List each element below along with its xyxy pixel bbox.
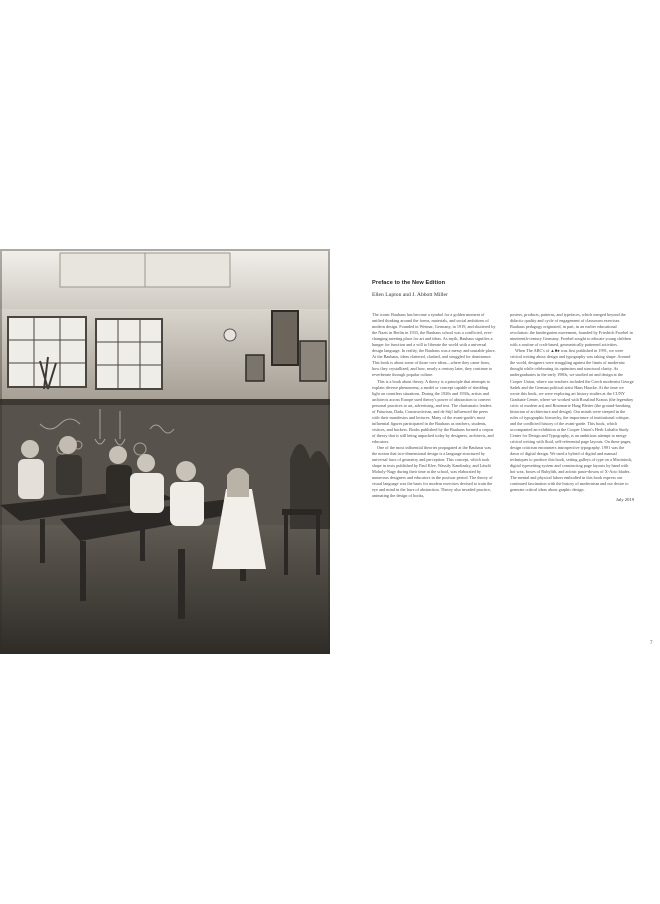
text-page: [372, 280, 634, 503]
text-column-right: [510, 312, 634, 503]
classroom-photograph: [0, 249, 330, 654]
page-number: 7: [650, 641, 653, 646]
paragraph: The iconic Bauhaus has become a symbol for a golden moment of unified thinking around the forms, materials, and social ambitions of modern design. Founded in Weimar, Germany, in 1919, and shuttered by the Nazis in Berlin in 1933, the Bauhaus school was a conflicted, ever-changing meeting place for art and ideas. As myth, Bauhaus signifies a hunger for function and a will to liberate the world with a universal design language. In reality, the Bauhaus was a messy and unstable place. At the Bauhaus, ideas clattered, clashed, and struggled for dominance. This book is about some of those core ideas—where they came from, how they crystallized, and how, nearly a century later, they continue to reverberate through popular culture.: [372, 312, 496, 378]
author-line: Ellen Lupton and J. Abbott Miller: [372, 292, 448, 298]
photo-illustration: [0, 249, 330, 654]
text-column-left: [372, 312, 496, 503]
date-line: July 2019: [616, 497, 634, 503]
page-heading: Preface to the New Edition: [372, 280, 446, 286]
paragraph: posters, products, patterns, and typefaces, which merged beyond the didactic quality and cycle of engagement of classroom exercises. Bauhaus pedagogy originated, in part, in an earlier educational revolution: the kindergarten movement, founded by Friedrich Froebel in nineteenth-century Germany. Froebel sought to educate young children with a routine of craft-based, geometrically patterned activities.: [510, 312, 633, 348]
paragraph: When The ABC's of ▲■● was first published in 1991, we were critical writing about design and typography was taking shape. Around the world, designers were struggling against the limits of modernist thought while celebrating its optimism and structural clarity. As undergraduates in the early 1980s, we studied art and design at the Cooper Union, where our teachers included the Czech modernist George Sadek and the German political artist Hans Haacke. At the time we wrote this book, we were exploring art history studies at the CUNY Graduate Center, where we worked with Rosalind Krauss (the legendary critic of modern art) and Rosemarie Haag Bletter (the ground-breaking historian of architecture and design). Our minds were steeped in the rules of typographic hierarchy, the importance of institutional critique, and the conflicted history of the avant-garde. This book, which accompanied an exhibition at the Cooper Union's Herb Lubalin Study Center for Design and Typography, is an ambitious attempt to merge critical writing with fluid, self-referential page layouts. On these pages, design criticism encounters introspective typography. 1991 was the dawn of digital design. We used a hybrid of digital and manual techniques to produce this book, setting galleys of type on a Macintosh, digital typesetting system and constructing page layouts by hand with hot wax, boxes of Rubylith, and actinic paste-downs of X-Acto blades. The mental and physical labors embodied in this book express our continued fascination with the history of modernism and our desire to generate critical ideas about graphic design.: [510, 348, 634, 493]
text-columns: [372, 312, 634, 503]
paragraph: One of the most influential theories propagated at the Bauhaus was the notion that two-dimensional design is a language structured by universal laws of geometry and perception. This concept, which took shape in texts published by Paul Klee, Wassily Kandinsky, and László Moholy-Nagy during their time at the school, was elaborated by numerous designers and educators in the postwar period. The theory of visual language was the basis for modern exercises devised to train the eye and mind in the laws of abstraction. Theory also invaded practice, animating the design of books,: [372, 445, 493, 499]
paragraph: This is a book about theory. A theory is a principle that attempts to explain diverse phenomena, a model or concept capable of shedding light on countless situations. During the 1920s and 1930s, artists and architects across Europe used theory's power of abstraction to convert personal practices to art, advertising, and text. The charismatic leaders of Futurism, Dada, Constructivism, and de Stijl influenced the peers with their manifestos and lectures. Many of the avant-garde's most influential figures participated in the Bauhaus as teachers, students, visitors, and backers. Books published by the Bauhaus formed a corpus of theory that is still being unpacked today by designers, architects, and educators.: [372, 378, 494, 444]
